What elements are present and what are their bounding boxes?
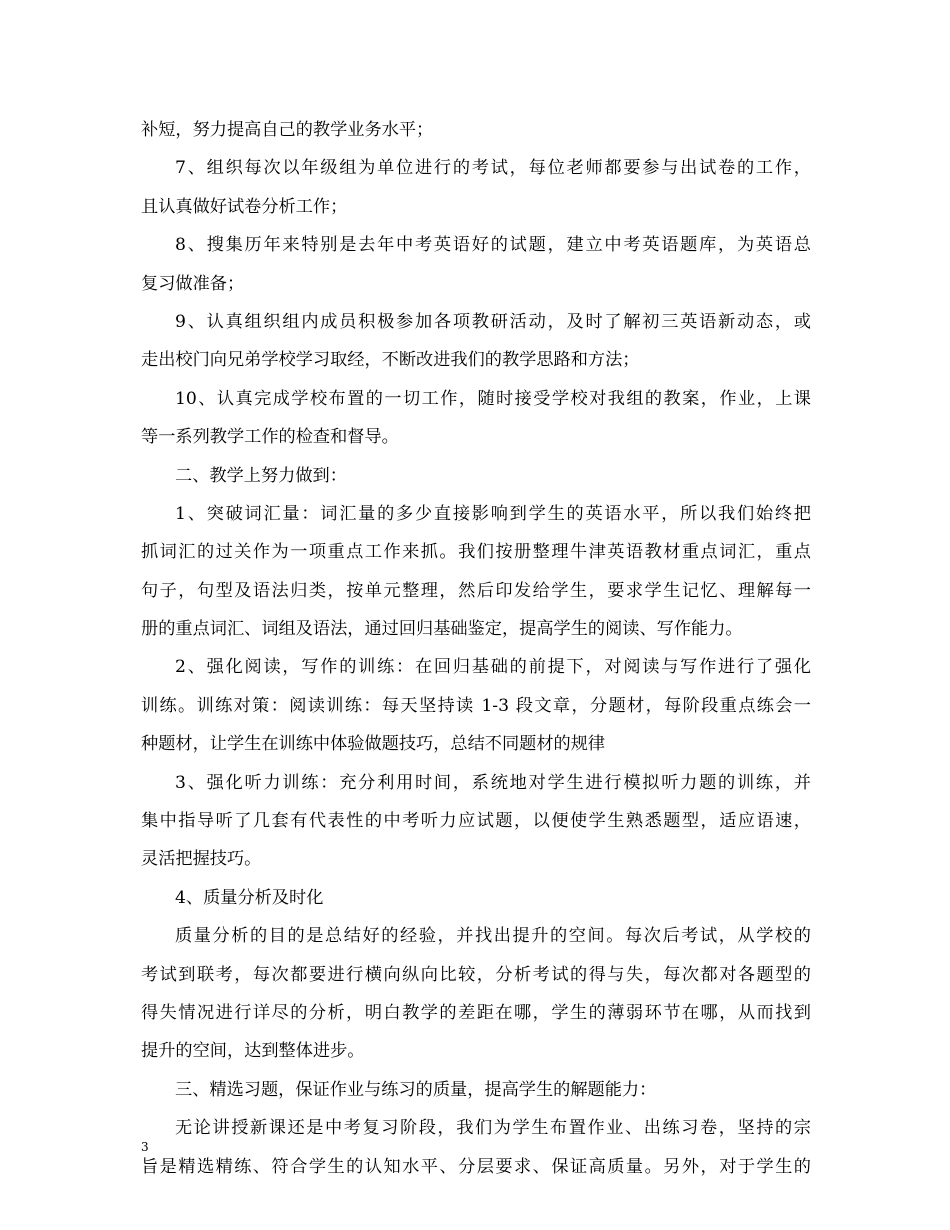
subsection-heading: 4、质量分析及时化 [175,887,324,908]
text-line: 旨是精选精练、符合学生的认知水平、分层要求、保证高质量。另外，对于学生的 [141,1156,811,1177]
text-line: 等一系列教学工作的检查和督导。 [141,427,399,448]
text-line: 册的重点词汇、词组及语法，通过回归基础鉴定，提高学生的阅读、写作能力。 [141,619,743,640]
text-line: 3、强化听力训练：充分利用时间，系统地对学生进行模拟听力题的训练，并 [175,772,811,793]
text-line: 10、认真完成学校布置的一切工作，随时接受学校对我组的教案，作业，上课 [175,388,811,409]
text-line: 提升的空间，达到整体进步。 [141,1041,365,1062]
document-body [141,111,811,1186]
text-line: 补短，努力提高自己的教学业务水平； [141,120,434,140]
section-heading: 二、教学上努力做到： [175,465,347,486]
text-line: 集中指导听了几套有代表性的中考听力应试题，以便使学生熟悉题型，适应语速， [141,811,811,832]
text-line: 且认真做好试卷分析工作； [141,196,348,217]
text-line: 走出校门向兄弟学校学习取经，不断改进我们的教学思路和方法； [141,350,640,371]
text-line: 7、组织每次以年级组为单位进行的考试，每位老师都要参与出试卷的工作， [175,158,811,179]
text-line: 得失情况进行详尽的分析，明白教学的差距在哪，学生的薄弱环节在哪，从而找到 [141,1002,811,1023]
text-line: 抓词汇的过关作为一项重点工作来抓。我们按册整理牛津英语教材重点词汇，重点 [141,542,811,563]
text-line: 质量分析的目的是总结好的经验，并找出提升的空间。每次后考试，从学校的 [175,926,811,947]
text-line: 灵活把握技巧。 [141,849,262,870]
text-line: 9、认真组织组内成员积极参加各项教研活动，及时了解初三英语新动态，或 [175,311,811,332]
page-number: 3 [141,1140,149,1154]
text-line: 训练。训练对策：阅读训练：每天坚持读 1-3 段文章，分题材，每阶段重点练会一 [141,695,811,716]
text-line: 句子，句型及语法归类，按单元整理，然后印发给学生，要求学生记忆、理解每一 [141,580,811,601]
text-line: 无论讲授新课还是中考复习阶段，我们为学生布置作业、出练习卷，坚持的宗 [175,1118,811,1139]
text-line: 考试到联考，每次都要进行横向纵向比较，分析考试的得与失，每次都对各题型的 [141,964,811,985]
section-heading: 三、精选习题，保证作业与练习的质量，提高学生的解题能力： [175,1079,657,1100]
text-line: 1、突破词汇量：词汇量的多少直接影响到学生的英语水平，所以我们始终把 [175,503,811,524]
text-line: 8、搜集历年来特别是去年中考英语好的试题，建立中考英语题库，为英语总 [175,235,811,256]
text-line: 复习做准备； [141,273,245,294]
text-line: 2、强化阅读，写作的训练：在回归基础的前提下，对阅读与写作进行了强化 [175,657,811,678]
text-line: 种题材，让学生在训练中体验做题技巧，总结不同题材的规律 [141,734,606,755]
